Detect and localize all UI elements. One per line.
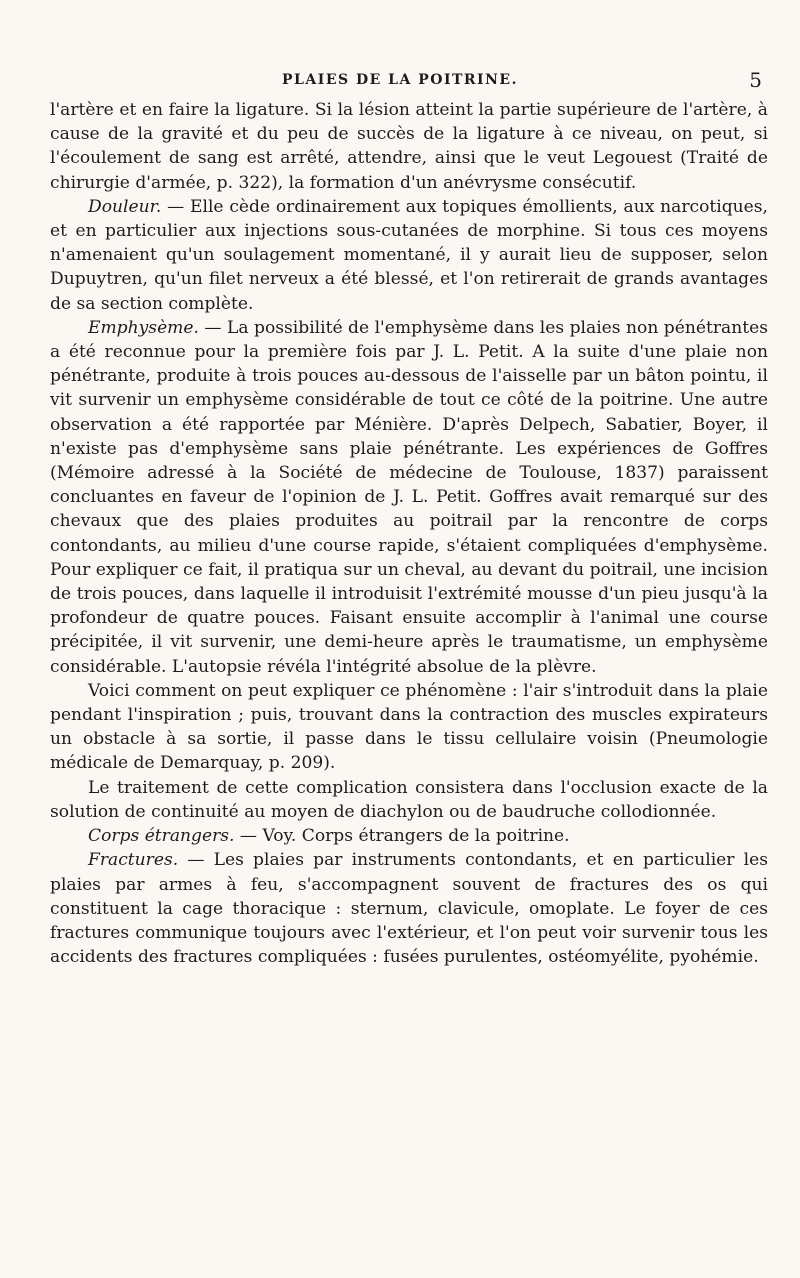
paragraph-text: l'artère et en faire la ligature. Si la lésion atteint la partie supérieure de l'artère, à cause de la gravité et du peu de succès de la ligature à ce niveau, on peut, si l'écoulement de sang est arrêté, attendre, ainsi que le veut Legouest (Traité de chirurgie d'armée, p. 322), la formation d'un anévrysme consécutif. xyxy=(50,100,768,193)
paragraph-lead-corps-etrangers: Corps étrangers. xyxy=(88,826,235,847)
paragraph-text: Le traitement de cette complication consistera dans l'occlusion exacte de la solution de continuité au moyen de diachylon ou de baudruche collodionnée. xyxy=(50,777,768,822)
paragraph-lead-fractures: Fractures. xyxy=(88,850,179,871)
paragraph-text: — Elle cède ordinairement aux topiques émollients, aux narcotiques, et en particulier aux injections sous-cutanées de morphine. Si tous ces moyens n'amenaient qu'un soulagement momentané, il y aurait lieu de supposer, selon Dupuytren, qu'un filet nerveux a été blessé, et l'on retirerait de grands avantages de sa section complète. xyxy=(50,196,768,314)
paragraph-explanation xyxy=(50,679,768,776)
paragraph-emphyseme xyxy=(50,316,768,679)
page-header xyxy=(0,68,800,100)
running-head: PLAIES DE LA POITRINE. xyxy=(282,72,518,88)
paragraph-fractures xyxy=(50,848,768,969)
paragraph-text: — La possibilité de l'emphysème dans les plaies non pénétrantes a été reconnue pour la première fois par J. L. Petit. A la suite d'une plaie non pénétrante, produite à trois pouces au-dessous de l'aisselle par un bâton pointu, il vit survenir un emphysème considérable de tout ce côté de la poitrine. Une autre observation a été rapportée par Ménière. D'après Delpech, Sabatier, Boyer, il n'existe pas d'emphysème sans plaie pénétrante. Les expériences de Goffres (Mémoire adressé à la Société de médecine de Toulouse, 1837) paraissent concluantes en faveur de l'opinion de J. L. Petit. Goffres avait remarqué sur des chevaux que des plaies produites au poitrail par la rencontre de corps contondants, au milieu d'une course rapide, s'étaient compliquées d'emphysème. Pour expliquer ce fait, il pratiqua sur un cheval, au devant du poitrail, une incision de trois pouces, dans laquelle il introduisit l'extrémité mousse d'un pieu jusqu'à la profondeur de quatre pouces. Faisant ensuite accomplir à l'animal une course précipitée, il vit survenir, une demi-heure après le traumatisme, un emphysème considérable. L'autopsie révéla l'intégrité absolue de la plèvre. xyxy=(50,317,768,677)
paragraph-douleur xyxy=(50,195,768,316)
body-text xyxy=(50,98,768,969)
paragraph-lead-emphyseme: Emphysème. xyxy=(88,317,199,338)
paragraph-text: — Voy. Corps étrangers de la poitrine. xyxy=(234,826,570,847)
paragraph-text: Voici comment on peut expliquer ce phénomène : l'air s'introduit dans la plaie pendant l'inspiration ; puis, trouvant dans la contraction des muscles expirateurs un obstacle à sa sortie, il passe dans le tissu cellulaire voisin (Pneumologie médicale de Demarquay, p. 209). xyxy=(50,680,768,774)
paragraph-traitement xyxy=(50,776,768,824)
page-number: 5 xyxy=(749,68,762,92)
paragraph-lead-douleur: Douleur. xyxy=(88,196,162,217)
paragraph-text: — Les plaies par instruments contondants, et en particulier les plaies par armes à feu, s'accompagnent souvent de fractures des os qui constituent la cage thoracique : sternum, clavicule, omoplate. Le foyer de ces fractures communique toujours avec l'extérieur, et l'on peut voir survenir tous les accidents des fractures compliquées : fusées purulentes, ostéomyélite, pyohémie. xyxy=(50,850,768,968)
paragraph-corps-etrangers xyxy=(50,824,768,848)
paragraph-artery-ligature xyxy=(50,98,768,195)
